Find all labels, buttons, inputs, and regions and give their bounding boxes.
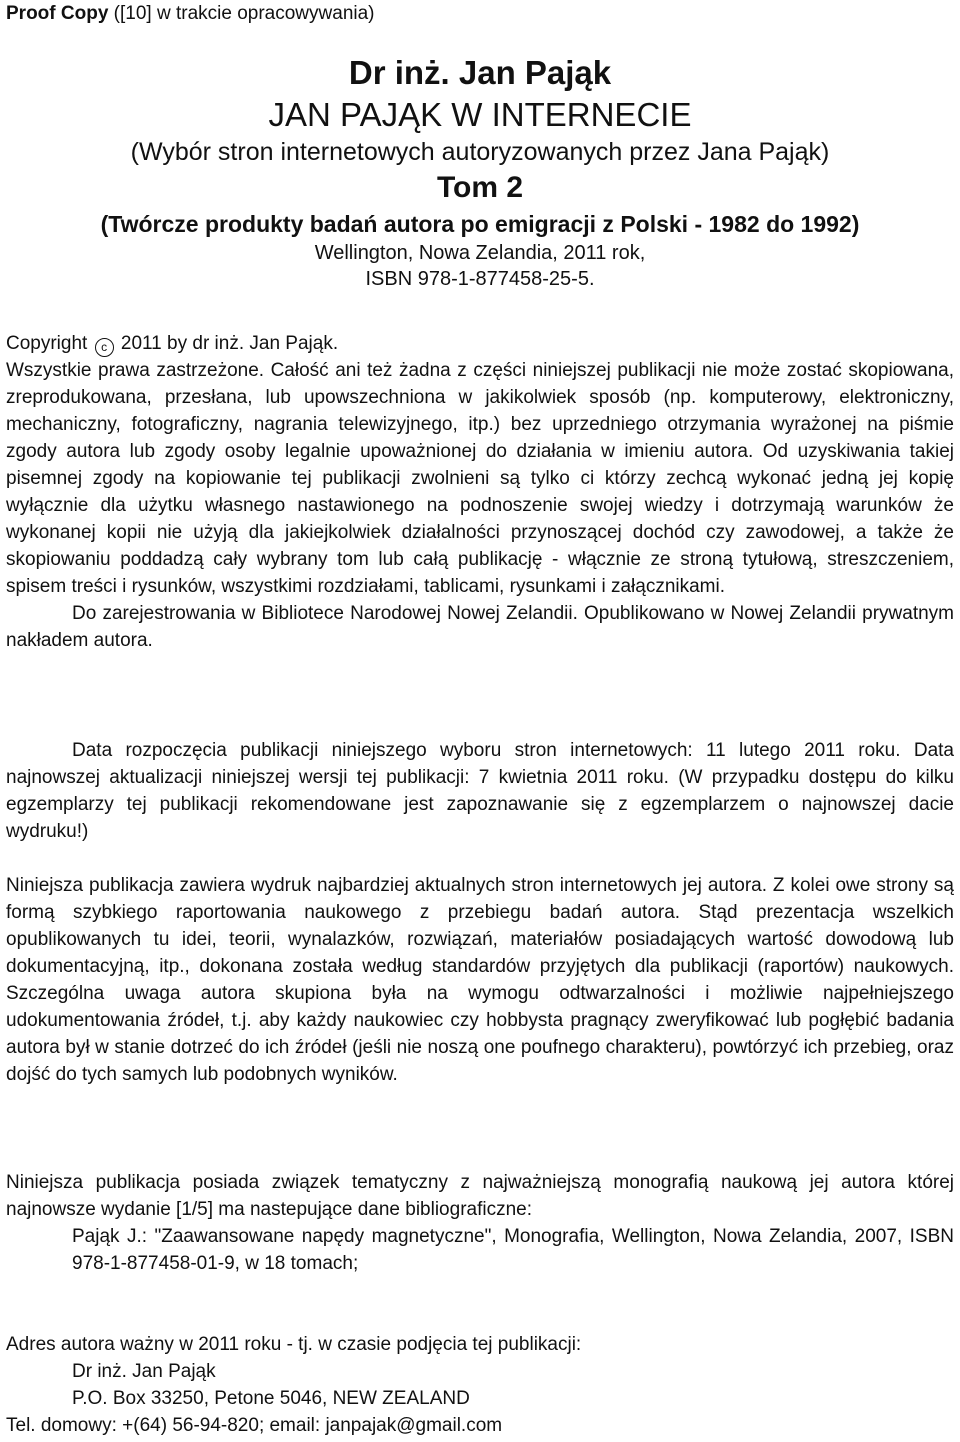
monograph-citation: Pająk J.: "Zaawansowane napędy magnetyczne", Monografia, Wellington, Nowa Zelandia, 2007, ISBN 978-1-877458-01-9, w 18 tomach;: [72, 1226, 954, 1274]
description-paragraph: Niniejsza publikacja zawiera wydruk najbardziej aktualnych stron internetowych jej autora. Z kolei owe strony są formą szybkiego raportowania naukowego z przebiegu badań autora. Stąd prezentacja wszelkich opublikowanych tu idei, teorii, wynalazków, rozwiązań, materiałów posiadających wartość dowodową lub dokumentacyjną, itp., dokonana została według standardów przyjętych dla publikacji (raportów) naukowych. Szczególna uwaga autora skupiona była na wymogu odtwarzalności i możliwie najpełniejszego udokumentowania źródeł, t.j. aby każdy naukowiec czy hobbysta pragnący zweryfikować lub pogłębić badania autora był w stanie dotrzeć do ich źródeł (jeśli nie noszą one poufnego charakteru), powtórzyć ich przebieg, oraz dojść do tych samych lub podobnych wyników.: [6, 875, 954, 1085]
dates-paragraph: Data rozpoczęcia publikacji niniejszego wyboru stron internetowych: 11 lutego 2011 roku. Data najnowszej aktualizacji niniejszej wersji tej publikacji: 7 kwietnia 2011 roku. (W przypadku dostępu do kilku egzemplarzy tej publikacji rekomendowane jest zapoznawanie się z egzemplarzem o najnowszej dacie wydruku!): [6, 740, 954, 842]
copyright-line: [6, 330, 954, 357]
address-intro: Adres autora ważny w 2011 roku - tj. w czasie podjęcia tej publikacji:: [6, 1334, 582, 1355]
proof-copy-note: ([10] w trakcie opracowywania): [113, 3, 375, 24]
volume-title: Tom 2: [436, 171, 524, 204]
isbn: ISBN 978-1-877458-25-5.: [365, 268, 595, 290]
copyright-rest: 2011 by dr inż. Jan Pająk.: [120, 333, 339, 354]
rights-paragraph: Wszystkie prawa zastrzeżone. Całość ani też żadna z części niniejszej publikacji nie może zostać skopiowana, zreprodukowana, przesłana, lub upowszechniona w jakikolwiek sposób (np. komputerowy, elektroniczny, mechaniczny, fotograficzny, nagrania telewizyjnego, itp.) bez uprzedniego otrzymania wyrażonej na piśmie zgody autora lub zgody osoby legalnie upoważnionej do działania w imieniu autora. Od uzyskiwania takiej pisemnej zgody na kopiowanie tej publikacji zwolnieni są tylko ci którzy zechcą wykonać jedną jej kopię wyłącznie dla użytku własnego nastawionego na podnoszenie swojej wiedzy i dotrzymają warunków że wykonanej kopii nie użyją dla jakiejkolwiek działalności przynoszącej dochód czy zawodowej, a także że skopiowaniu poddadzą cały wybrany tom lub całą publikację - włącznie ze stroną tytułową, streszczeniem, spisem treści i rysunków, wszystkimi rozdziałami, tablicami, rysunkami i załącznikami.: [6, 360, 954, 597]
publication-place: Wellington, Nowa Zelandia, 2011 rok,: [314, 242, 646, 264]
address-contact: Tel. domowy: +(64) 56-94-820; email: janpajak@gmail.com: [6, 1415, 503, 1436]
proof-copy-label: Proof Copy: [6, 3, 109, 24]
dates-section: [6, 737, 954, 845]
volume-subtitle: (Twórcze produkty badań autora po emigracji z Polski - 1982 do 1992): [100, 211, 860, 237]
registration-paragraph: Do zarejestrowania w Bibliotece Narodowej Nowej Zelandii. Opublikowano w Nowej Zelandii prywatnym nakładem autora.: [6, 603, 954, 651]
description-section: [6, 872, 954, 1088]
relation-intro: Niniejsza publikacja posiada związek tematyczny z najważniejszą monografią naukową jej autora której najnowsze wydanie [1/5] ma nastepujące dane bibliograficzne:: [6, 1172, 954, 1220]
subtitle: (Wybór stron internetowych autoryzowanych przez Jana Pająk): [130, 138, 830, 166]
proof-copy-header: [6, 2, 375, 26]
address-section: [6, 1331, 954, 1439]
copyright-symbol-icon: c: [95, 338, 114, 357]
main-title: JAN PAJĄK W INTERNECIE: [268, 96, 692, 133]
relation-section: [6, 1169, 954, 1277]
address-name: Dr inż. Jan Pająk: [72, 1361, 216, 1382]
copyright-section: [6, 330, 954, 654]
address-po-box: P.O. Box 33250, Petone 5046, NEW ZEALAND: [72, 1388, 470, 1409]
copyright-prefix: Copyright: [6, 333, 88, 354]
author-title: Dr inż. Jan Pająk: [348, 54, 612, 91]
title-block: [0, 52, 960, 292]
